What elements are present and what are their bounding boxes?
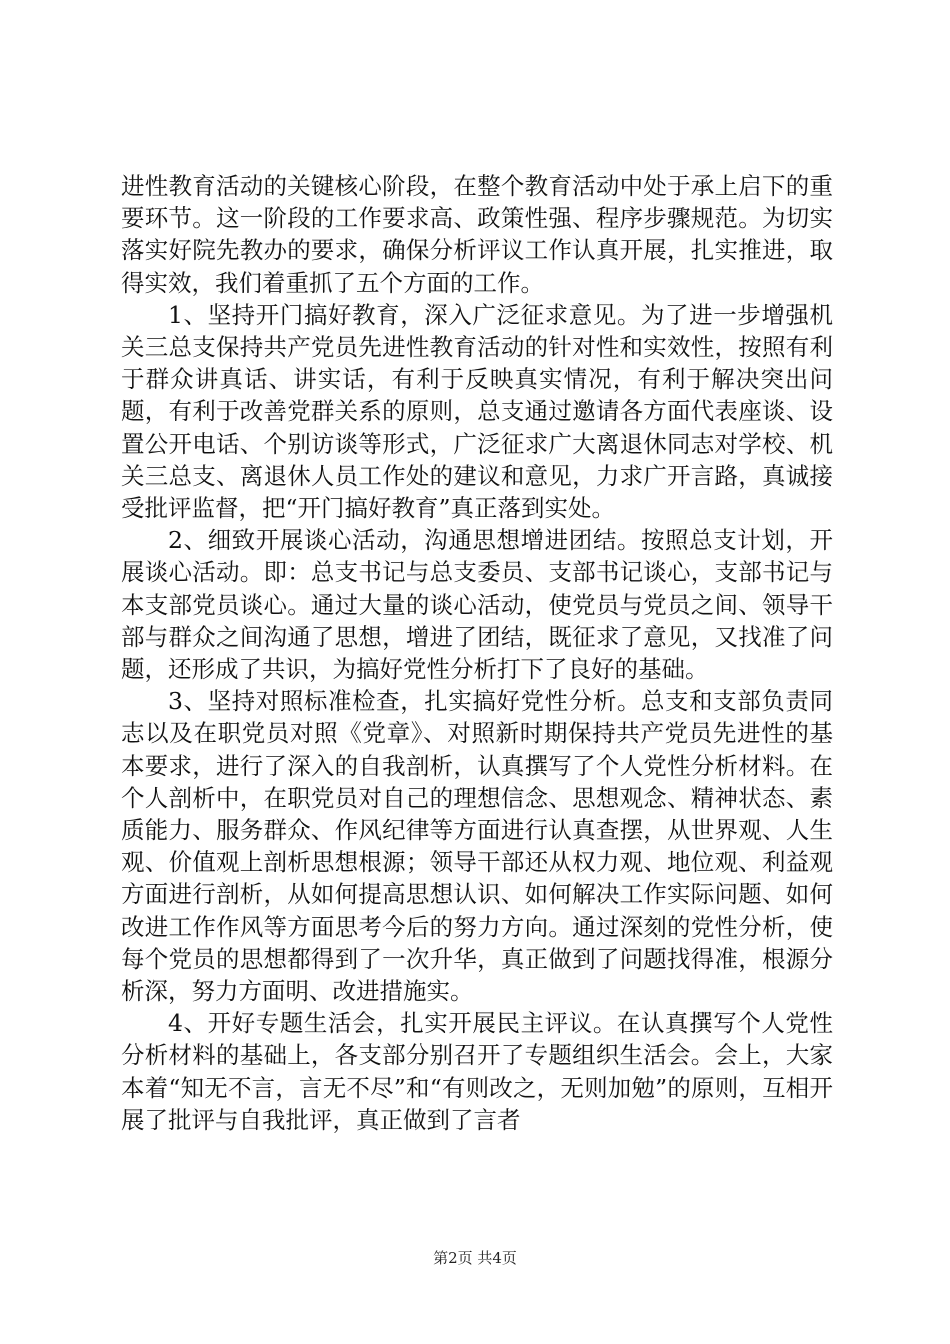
paragraph-item-1: 1、坚持开门搞好教育，深入广泛征求意见。为了进一步增强机关三总支保持共产党员先进性教育活动的针对性和实效性，按照有利于群众讲真话、讲实话，有利于反映真实情况，有利于解决突出问题，有利于改善党群关系的原则，总支通过邀请各方面代表座谈、设置公开电话、个别访谈等形式，广泛征求广大离退休同志对学校、机关三总支、离退休人员工作处的建议和意见，力求广开言路，真诚接受批评监督，把“开门搞好教育”真正落到实处。 [121, 300, 833, 523]
paragraph-item-4: 4、开好专题生活会，扎实开展民主评议。在认真撰写个人党性分析材料的基础上，各支部分别召开了专题组织生活会。会上，大家本着“知无不言，言无不尽”和“有则改之，无则加勉”的原则，互相开展了批评与自我批评，真正做到了言者 [121, 1009, 833, 1134]
paragraph-item-2: 2、细致开展谈心活动，沟通思想增进团结。按照总支计划，开展谈心活动。即：总支书记与总支委员、支部书记谈心，支部书记与本支部党员谈心。通过大量的谈心活动，使党员与党员之间、领导干部与群众之间沟通了思想，增进了团结，既征求了意见，又找准了问题，还形成了共识，为搞好党性分析打下了良好的基础。 [121, 526, 833, 684]
paragraph-continuation: 进性教育活动的关键核心阶段，在整个教育活动中处于承上启下的重要环节。这一阶段的工作要求高、政策性强、程序步骤规范。为切实落实好院先教办的要求，确保分析评议工作认真开展，扎实推进，取得实效，我们着重抓了五个方面的工作。 [121, 172, 833, 297]
page-number-footer: 第2页 共4页 [433, 1249, 517, 1267]
document-body [121, 170, 833, 1136]
paragraph-item-3: 3、坚持对照标准检查，扎实搞好党性分析。总支和支部负责同志以及在职党员对照《党章》、对照新时期保持共产党员先进性的基本要求，进行了深入的自我剖析，认真撰写了个人党性分析材料。在个人剖析中，在职党员对自己的理想信念、思想观念、精神状态、素质能力、服务群众、作风纪律等方面进行认真查摆，从世界观、人生观、价值观上剖析思想根源；领导干部还从权力观、地位观、利益观方面进行剖析，从如何提高思想认识、如何解决工作实际问题、如何改进工作作风等方面思考今后的努力方向。通过深刻的党性分析，使每个党员的思想都得到了一次升华，真正做到了问题找得准，根源分析深，努力方面明、改进措施实。 [121, 687, 833, 1006]
